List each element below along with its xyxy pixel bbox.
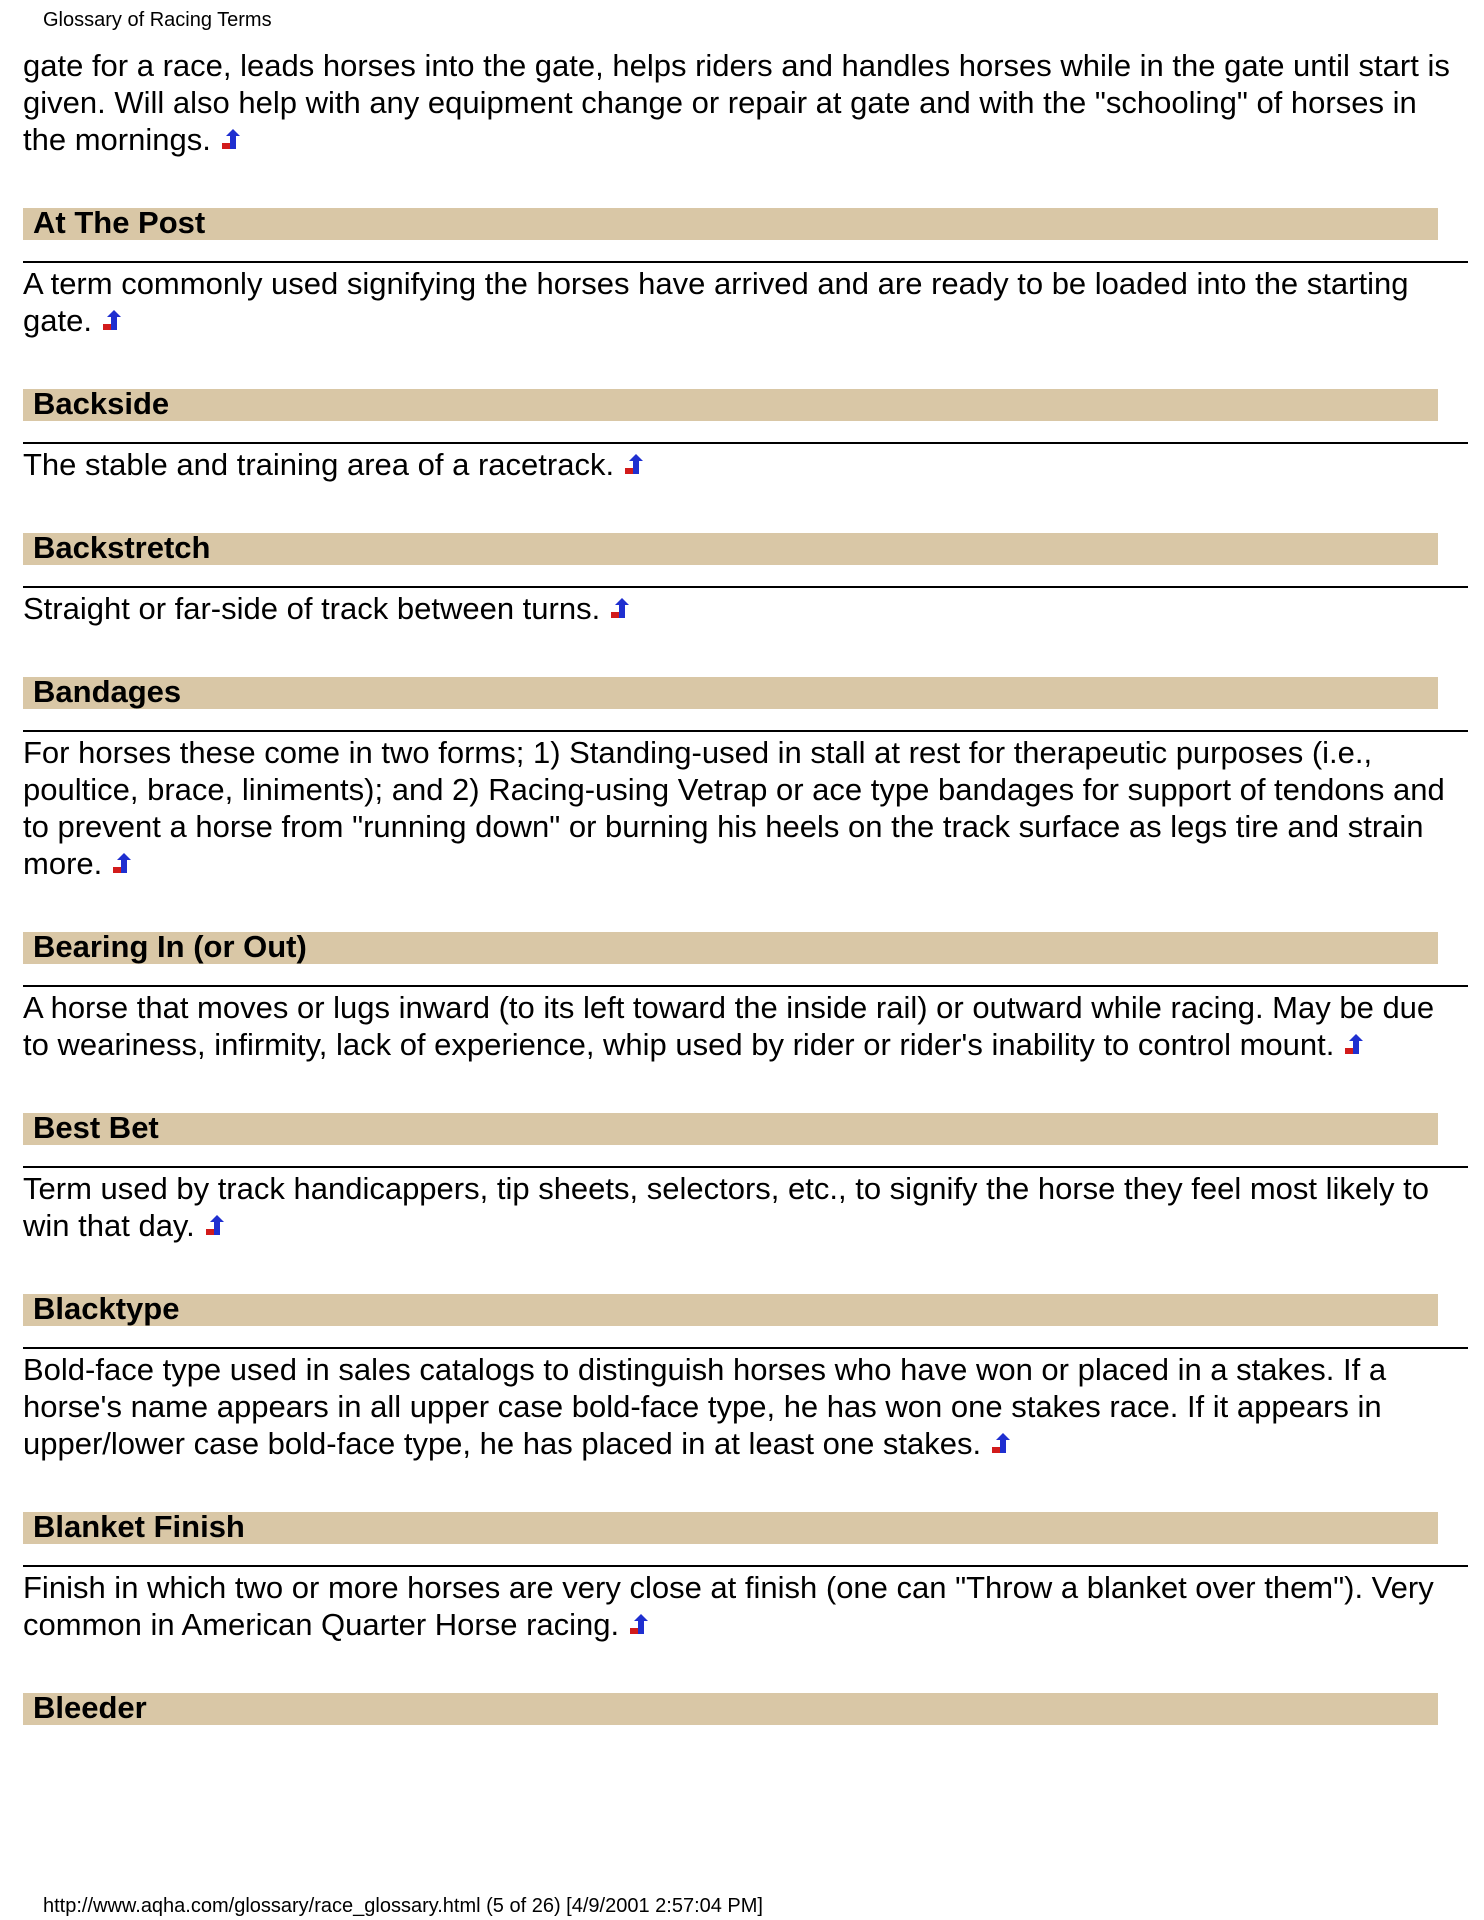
divider [23,586,1468,588]
glossary-content [23,47,1468,1725]
back-to-top-arrow-icon[interactable] [622,454,644,476]
page-header: Glossary of Racing Terms [43,9,272,31]
term-heading: Bearing In (or Out) [23,932,1438,964]
term-heading: Blacktype [23,1294,1438,1326]
term-definition: Finish in which two or more horses are very close at finish (one can "Throw a blanket over them"). Very common in American Quarter Horse racing. [23,1570,1434,1642]
back-to-top-arrow-icon[interactable] [219,129,241,151]
divider [23,261,1468,263]
back-to-top-arrow-icon[interactable] [989,1433,1011,1455]
term-heading: Bleeder [23,1693,1438,1725]
back-to-top-arrow-icon[interactable] [110,853,132,875]
back-to-top-arrow-icon[interactable] [608,598,630,620]
term-definition: The stable and training area of a racetrack. [23,446,1468,483]
term-heading: Backstretch [23,533,1438,565]
term-heading: Bandages [23,677,1438,709]
page-footer: http://www.aqha.com/glossary/race_glossary.html (5 of 26) [4/9/2001 2:57:04 PM] [43,1895,763,1917]
intro-definition: gate for a race, leads horses into the gate, helps riders and handles horses while in the gate until start is given. Will also help with any equipment change or repair at gate and with the "schooling" of horses in the mornings. [23,48,1450,157]
back-to-top-arrow-icon[interactable] [627,1614,649,1636]
term-heading: Blanket Finish [23,1512,1438,1544]
term-definition: Straight or far-side of track between turns. [23,590,1468,627]
term-definition: For horses these come in two forms; 1) Standing-used in stall at rest for therapeutic purposes (i.e., poultice, brace, liniments); and 2) Racing-using Vetrap or ace type bandages for support of tendons and to prevent a horse from "running down" or burning his heels on the track surface as legs tire and strain more. [23,735,1445,881]
term-definition: A horse that moves or lugs inward (to its left toward the inside rail) or outward while racing. May be due to weariness, infirmity, lack of experience, whip used by rider or rider's inability to control mount. [23,990,1435,1062]
term-heading: At The Post [23,208,1438,240]
divider [23,730,1468,732]
back-to-top-arrow-icon[interactable] [100,310,122,332]
term-definition: A term commonly used signifying the horses have arrived and are ready to be loaded into the starting gate. [23,266,1409,338]
divider [23,1347,1468,1349]
divider [23,985,1468,987]
back-to-top-arrow-icon[interactable] [203,1215,225,1237]
glossary-entries [23,205,1468,1725]
divider [23,1565,1468,1567]
divider [23,442,1468,444]
divider [23,1166,1468,1168]
back-to-top-arrow-icon[interactable] [1342,1034,1364,1056]
term-definition: Bold-face type used in sales catalogs to distinguish horses who have won or placed in a stakes. If a horse's name appears in all upper case bold-face type, he has won one stakes race. If it appears in upper/lower case bold-face type, he has placed in at least one stakes. [23,1352,1387,1461]
term-heading: Best Bet [23,1113,1438,1145]
term-definition: Term used by track handicappers, tip sheets, selectors, etc., to signify the horse they feel most likely to win that day. [23,1171,1429,1243]
term-heading: Backside [23,389,1438,421]
